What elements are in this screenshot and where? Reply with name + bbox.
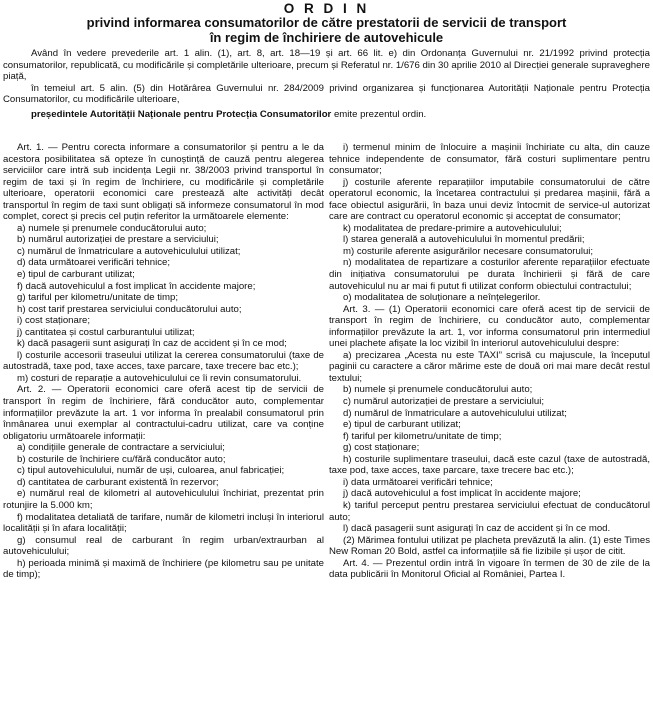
article-paragraph: l) dacă pasagerii sunt asigurați în caz de accident și în ce mod. (343, 523, 611, 535)
issuer-name: președintele Autorității Naționale pentru Protecția Consumatorilor (31, 108, 332, 120)
article-paragraph: j) costurile aferente reparațiilor imputabile consumatorului de către operatorul economic, la încetarea contractului și predarea mașinii, fără a face obiectul asigurării, în baza unui deviz întocmit de service-ul autorizat care are contract cu operatorul economic și acceptat de consumator; (329, 176, 650, 223)
article-paragraph: Art. 3. — (1) Operatorii economici care oferă acest tip de servicii de transport în regim de închiriere, cu conducător auto, complementar informațiilor prevăzute la art. 1, vor informa consumatorul prin intermediul unei plachete afișate la loc vizibil în interiorul autovehiculului despre: (329, 303, 650, 350)
article-paragraph: j) dacă autovehiculul a fost implicat în accidente majore; (343, 488, 581, 500)
article-paragraph: g) tariful per kilometru/unitate de timp; (17, 292, 179, 304)
article-paragraph: i) data următoarei verificări tehnice; (343, 476, 493, 488)
article-paragraph: l) starea generală a autovehiculului în momentul predării; (343, 234, 585, 246)
article-paragraph: k) modalitatea de predare-primire a autovehiculului; (343, 222, 562, 234)
article-paragraph: l) costurile accesorii traseului utilizat la cererea consumatorului (taxe de autostradă, taxe pod, taxe acces, taxe parcare, taxe trecere bac etc.); (3, 349, 324, 373)
article-paragraph: f) dacă autovehiculul a fost implicat în accidente majore; (17, 280, 256, 292)
left-column (3, 142, 324, 720)
preamble (0, 45, 653, 120)
article-paragraph: c) numărul autorizației de prestare a serviciului; (343, 396, 545, 408)
article-paragraph: b) numele și prenumele conducătorului auto; (343, 384, 533, 396)
article-paragraph: Art. 2. — Operatorii economici care oferă acest tip de servicii de transport în regim de închiriere, fără conducător auto, complementar informațiilor prevăzute la art. 1 vor informa în prealabil consumatorul prin înmânarea unui exemplar al contractului-cadru utilizat, care va conține obligatoriu următoarele informații: (3, 384, 324, 442)
article-paragraph: g) cost staționare; (343, 442, 420, 454)
article-paragraph: n) modalitatea de repartizare a costurilor aferente reparațiilor efectuate din inițiativa consumatorului pe durata închirierii și fără de care autovehiculul nu ar mai fi putut fi utilizat conform obiectului contractului; (329, 257, 650, 292)
article-paragraph: b) costurile de închiriere cu/fără conducător auto; (17, 453, 226, 465)
article-paragraph: m) costurile aferente asigurărilor necesare consumatorului; (343, 245, 594, 257)
article-paragraph: d) data următoarei verificări tehnice; (17, 257, 171, 269)
article-paragraph: c) numărul de înmatriculare a autovehiculului utilizat; (17, 245, 241, 257)
issuer-paragraph (3, 109, 650, 121)
document-subtitle (0, 16, 653, 45)
article-paragraph: Art. 1. — Pentru corecta informare a consumatorilor și pentru a le da acestora posibilitatea să opteze în cunoștință de cauză pentru alegerea serviciilor care intră sub incidența Legii nr. 38/2003 privind transportul în regim de taxi și în regim de închiriere, cu modificările și completările ulterioare, operatorii economici care prestează alte activități decât transportul în regim de taxi sunt obligați să informeze consumatorul în mod complet, corect și precis cel puțin referitor la următoarele elemente: (3, 142, 324, 223)
article-paragraph: h) cost tarif prestarea serviciului conducătorului auto; (17, 303, 242, 315)
article-paragraph: e) tipul de carburant utilizat; (17, 269, 135, 281)
article-paragraph: h) costurile suplimentare traseului, dacă este cazul (taxe de autostradă, taxe pod, taxe acces, taxe parcare, taxe trecere bac etc.); (329, 453, 650, 477)
issuer-rest: emite prezentul ordin. (331, 108, 427, 120)
article-paragraph: g) consumul real de carburant în regim urban/extraurban al autovehiculului; (3, 534, 324, 558)
article-paragraph: h) perioada minimă și maximă de închiriere (pe kilometru sau pe unitate de timp); (3, 557, 324, 581)
article-paragraph: Art. 4. — Prezentul ordin intră în vigoare în termen de 30 de zile de la data publicării în Monitorul Oficial al României, Partea I. (329, 557, 650, 581)
subtitle-line-2: în regim de închiriere de autovehicule (209, 29, 444, 45)
subtitle-line-1: privind informarea consumatorilor de către prestatorii de servicii de transport (86, 15, 567, 30)
article-paragraph: (2) Mărimea fontului utilizat pe placheta prevăzută la alin. (1) este Times New Roman 20 Bold, astfel ca informațiile să fie lizibile și ușor de citit. (329, 534, 650, 558)
article-paragraph: i) cost staționare; (17, 315, 91, 327)
article-paragraph: f) modalitatea detaliată de tarifare, număr de kilometri incluși în interiorul localității și în afara localității; (3, 511, 324, 535)
article-paragraph: k) tariful perceput pentru prestarea serviciului efectuat de conducătorul auto; (329, 499, 650, 523)
article-paragraph: a) numele și prenumele conducătorului auto; (17, 222, 207, 234)
article-paragraph: e) tipul de carburant utilizat; (343, 419, 461, 431)
article-paragraph: f) tariful per kilometru/unitate de timp; (343, 430, 502, 442)
article-paragraph: a) precizarea „Acesta nu este TAXI” scrisă cu majuscule, la începutul paginii cu caractere a căror mărime este de două ori mai mare decât restul textului; (329, 349, 650, 384)
article-paragraph: d) numărul de înmatriculare a autovehiculului utilizat; (343, 407, 567, 419)
article-paragraph: d) cantitatea de carburant existentă în rezervor; (17, 476, 219, 488)
document-title: O R D I N (283, 1, 370, 16)
article-paragraph: k) dacă pasagerii sunt asigurați în caz de accident și în ce mod; (17, 338, 287, 350)
preamble-paragraph: Având în vedere prevederile art. 1 alin. (1), art. 8, art. 18—19 și art. 66 lit. e) din Ordonanța Guvernului nr. 21/1992 privind protecția consumatorilor, republicată, cu modificările și completările ulterioare, precum și Referatul nr. 1/676 din 30 aprilie 2010 al Direcției generale supraveghere piață, (3, 48, 650, 82)
article-paragraph: i) termenul minim de înlocuire a mașinii închiriate cu alta, din cauze tehnice independente de consumator, fără costuri suplimentare pentru consumator; (329, 142, 650, 177)
preamble-paragraph: în temeiul art. 5 alin. (5) din Hotărârea Guvernului nr. 284/2009 privind organizarea și funcționarea Autorității Naționale pentru Protecția Consumatorilor, cu modificările ulterioare, (3, 82, 650, 105)
article-paragraph: o) modalitatea de soluționare a neînțelegerilor. (343, 292, 541, 304)
article-paragraph: m) costuri de reparație a autovehiculului ce îi revin consumatorului. (17, 372, 302, 384)
article-paragraph: e) numărul real de kilometri al autovehiculului închiriat, prezentat prin rotunjire la 5.000 km; (3, 488, 324, 511)
article-paragraph: j) cantitatea și costul carburantului utilizat; (17, 326, 195, 338)
article-paragraph: a) condițiile generale de contractare a serviciului; (17, 442, 225, 454)
article-paragraph: c) tipul autovehiculului, număr de uși, culoarea, anul fabricației; (17, 465, 285, 477)
right-column (329, 142, 650, 720)
article-paragraph: b) numărul autorizației de prestare a serviciului; (17, 234, 219, 246)
body-columns (0, 142, 653, 720)
